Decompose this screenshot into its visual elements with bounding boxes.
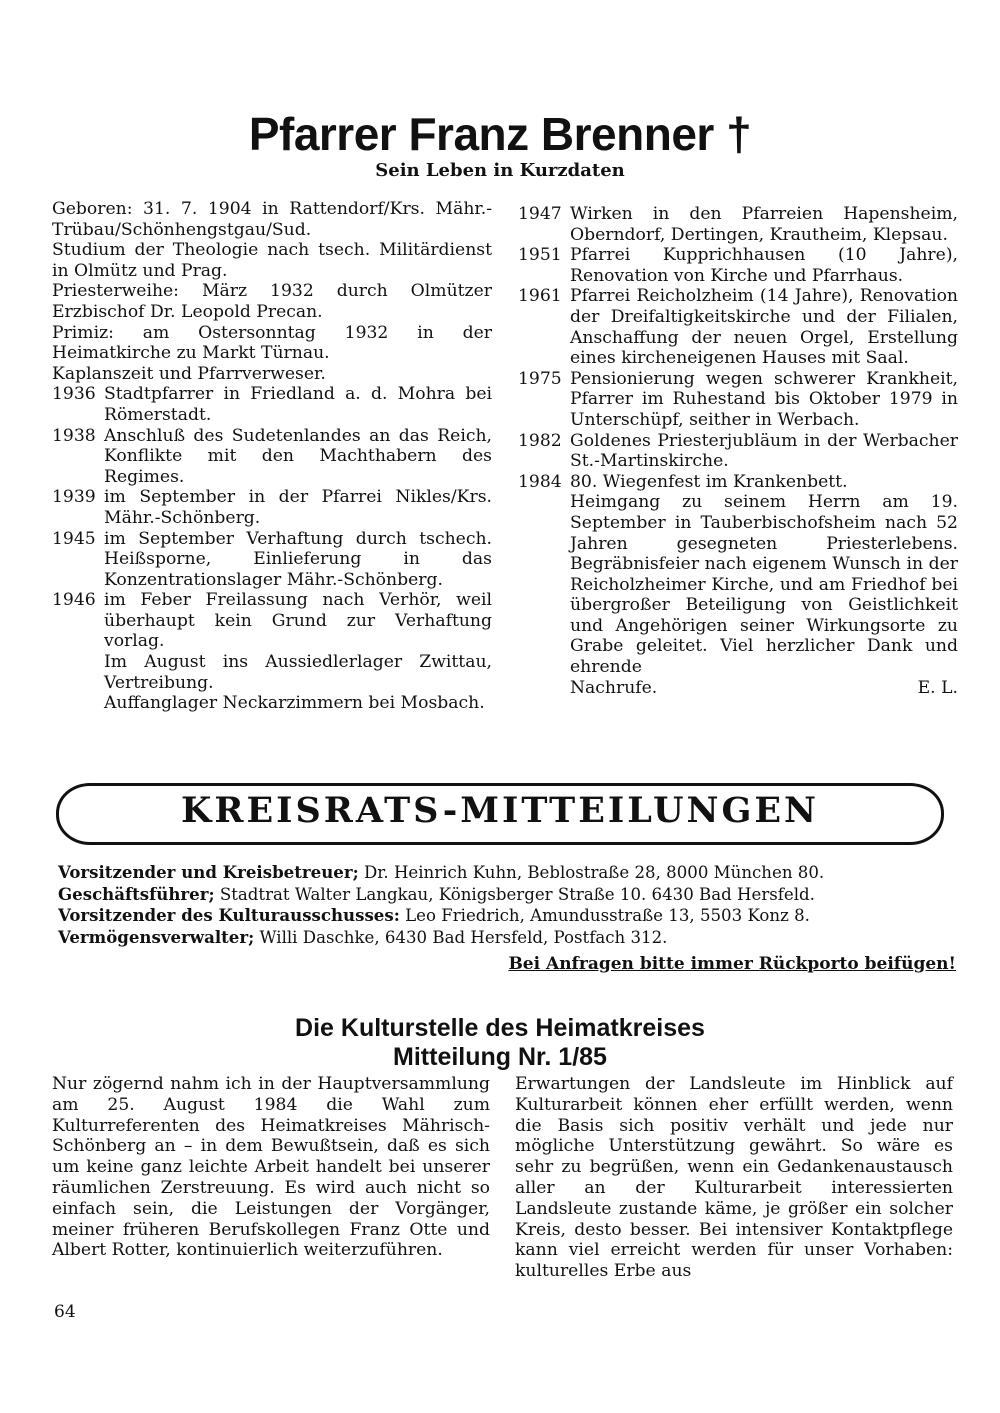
timeline-entry bbox=[52, 590, 492, 652]
timeline-year: 1982 bbox=[518, 430, 562, 451]
timeline-entry bbox=[52, 426, 492, 488]
contact-role: Vorsitzender des Kulturausschusses: bbox=[58, 905, 400, 926]
page-number: 64 bbox=[54, 1302, 76, 1322]
article-left-column bbox=[52, 199, 492, 714]
timeline-text: Pfarrei Reicholzheim (14 Jahre), Renovation der Dreifaltigkeitskirche und der Filialen, Anschaffung der neuen Orgel, Erstellung eines kircheneigenen Hauses mit Saal. bbox=[570, 286, 958, 369]
intro-line: Kaplanszeit und Pfarrverweser. bbox=[52, 363, 326, 384]
timeline-year: 1939 bbox=[52, 487, 96, 508]
timeline-text: Pfarrei Kupprichhausen (10 Jahre), Renovation von Kirche und Pfarrhaus. bbox=[570, 245, 958, 286]
timeline-entry bbox=[518, 245, 958, 286]
article-subtitle: Sein Leben in Kurzdaten bbox=[375, 160, 625, 181]
timeline-continuation: Im August ins Aussiedlerlager Zwittau, Vertreibung. bbox=[104, 652, 492, 693]
contact-line bbox=[58, 927, 958, 949]
kultur-left-column: Nur zögernd nahm ich in der Hauptversammlung am 25. August 1984 die Wahl zum Kulturreferenten des Heimatkreises Mährisch-Schönberg an – in dem Bewußtsein, daß es sich um keine ganz leichte Arbeit handelt bei unserer räumlichen Zerstreuung. Es wird auch nicht so einfach sein, die Leistungen der Vorgänger, meiner früheren Berufskollegen Franz Otte und Albert Rotter, kontinuierlich weiterzuführen. bbox=[52, 1074, 490, 1261]
article-title: Pfarrer Franz Brenner † bbox=[248, 108, 752, 160]
contact-details: Stadtrat Walter Langkau, Königsberger Straße 10. 6430 Bad Hersfeld. bbox=[214, 884, 815, 904]
timeline-continuation: Auffanglager Neckarzimmern bei Mosbach. bbox=[104, 693, 485, 714]
contact-details: Dr. Heinrich Kuhn, Beblostraße 28, 8000 München 80. bbox=[358, 863, 825, 882]
timeline-entry bbox=[518, 431, 958, 472]
contact-role: Vorsitzender und Kreisbetreuer; bbox=[58, 862, 359, 882]
timeline-year: 1947 bbox=[518, 204, 562, 224]
timeline-text: Anschluß des Sudetenlandes an das Reich, Konflikte mit den Machthabern des Regimes. bbox=[104, 425, 492, 487]
obituary-last-line: Nachrufe. bbox=[570, 677, 658, 698]
obituary-paragraph: Heimgang zu seinem Herrn am 19. September in Tauberbischofsheim nach 52 Jahren gesegneten Priesterlebens. Begräbnisfeier nach eigenem Wunsch in der Reicholzheimer Kirche, und am Friedhof bei übergroßer Beteiligung von Geistlichkeit und Angehörigen seiner Wirkungsorte zu Grabe geleitet. Viel herzlicher Dank und ehrende bbox=[570, 492, 958, 678]
timeline-entry bbox=[518, 369, 958, 431]
intro-line: Geboren: 31. 7. 1904 in Rattendorf/Krs. Mähr.-Trübau/Schönhengstgau/Sud. bbox=[52, 199, 492, 240]
timeline-text: Pensionierung wegen schwerer Krankheit, Pfarrer im Ruhestand bis Oktober 1979 in Unterschüpf, seither in Werbach. bbox=[570, 368, 958, 430]
timeline-year: 1961 bbox=[518, 286, 562, 307]
timeline-entry bbox=[52, 529, 492, 591]
intro-line: Studium der Theologie nach tsech. Militärdienst in Olmütz und Prag. bbox=[52, 240, 492, 281]
contact-role: Vermögensverwalter; bbox=[58, 926, 255, 947]
timeline-text: Stadtpfarrer in Friedland a. d. Mohra bei Römerstadt. bbox=[104, 384, 492, 425]
signature-line bbox=[518, 678, 958, 699]
contact-list bbox=[58, 862, 958, 948]
timeline-year: 1975 bbox=[518, 368, 562, 389]
section-banner-title: KREISRATS-MITTEILUNGEN bbox=[180, 790, 820, 831]
contact-role: Geschäftsführer; bbox=[58, 883, 215, 904]
timeline-year: 1951 bbox=[518, 245, 562, 266]
intro-line: Priesterweihe: März 1932 durch Olmützer Erzbischof Dr. Leopold Precan. bbox=[52, 281, 492, 322]
contact-details: Willi Daschke, 6430 Bad Hersfeld, Postfach 312. bbox=[254, 927, 668, 947]
timeline-text: im September Verhaftung durch tschech. Heißsporne, Einlieferung in das Konzentrationslager Mähr.-Schönberg. bbox=[104, 528, 492, 590]
section-title: Die Kulturstelle des Heimatkreises bbox=[295, 1014, 705, 1042]
contact-details: Leo Friedrich, Amundusstraße 13, 5503 Konz 8. bbox=[399, 906, 810, 926]
timeline-text: im September in der Pfarrei Nikles/Krs. Mähr.-Schönberg. bbox=[104, 487, 492, 528]
timeline-year: 1945 bbox=[52, 528, 96, 549]
timeline-text: im Feber Freilassung nach Verhör, weil überhaupt kein Grund zur Verhaftung vorlag. bbox=[104, 590, 492, 652]
kultur-right-column: Erwartungen der Landsleute im Hinblick auf Kulturarbeit können eher erfüllt werden, wenn die Basis sich positiv verhält und jede nur mögliche Unterstützung gewährt. So wäre es sehr zu begrüßen, wenn ein Gedankenaustausch aller an der Kulturarbeit interessierten Landsleute zustande käme, je größer ein solcher Kreis, desto besser. Bei intensiver Kontaktpflege kann viel erreicht werden für unser Vorhaben: kulturelles Erbe aus bbox=[515, 1074, 953, 1282]
timeline-entry bbox=[518, 204, 958, 245]
timeline-entry bbox=[52, 384, 492, 425]
contact-line bbox=[58, 862, 958, 884]
intro-line: Primiz: am Ostersonntag 1932 in der Heimatkirche zu Markt Türnau. bbox=[52, 322, 492, 364]
timeline-entry bbox=[52, 487, 492, 528]
contact-line bbox=[58, 905, 958, 927]
timeline-year: 1938 bbox=[52, 425, 96, 446]
timeline-text: 80. Wiegenfest im Krankenbett. bbox=[570, 471, 848, 492]
return-postage-notice: Bei Anfragen bitte immer Rückporto beifügen! bbox=[508, 954, 956, 974]
timeline-entry bbox=[518, 472, 958, 493]
article-right-column bbox=[518, 204, 958, 698]
timeline-year: 1946 bbox=[52, 590, 96, 611]
timeline-text: Wirken in den Pfarreien Hapensheim, Oberndorf, Dertingen, Krautheim, Klepsau. bbox=[570, 204, 958, 245]
contact-line bbox=[58, 884, 958, 906]
timeline-year: 1936 bbox=[52, 384, 96, 405]
timeline-year: 1984 bbox=[518, 471, 562, 492]
timeline-text: Goldenes Priesterjubläum in der Werbacher St.-Martinskirche. bbox=[570, 430, 958, 472]
section-subtitle: Mitteilung Nr. 1/85 bbox=[393, 1043, 607, 1071]
timeline-entry bbox=[518, 286, 958, 368]
author-signature: E. L. bbox=[917, 677, 958, 698]
